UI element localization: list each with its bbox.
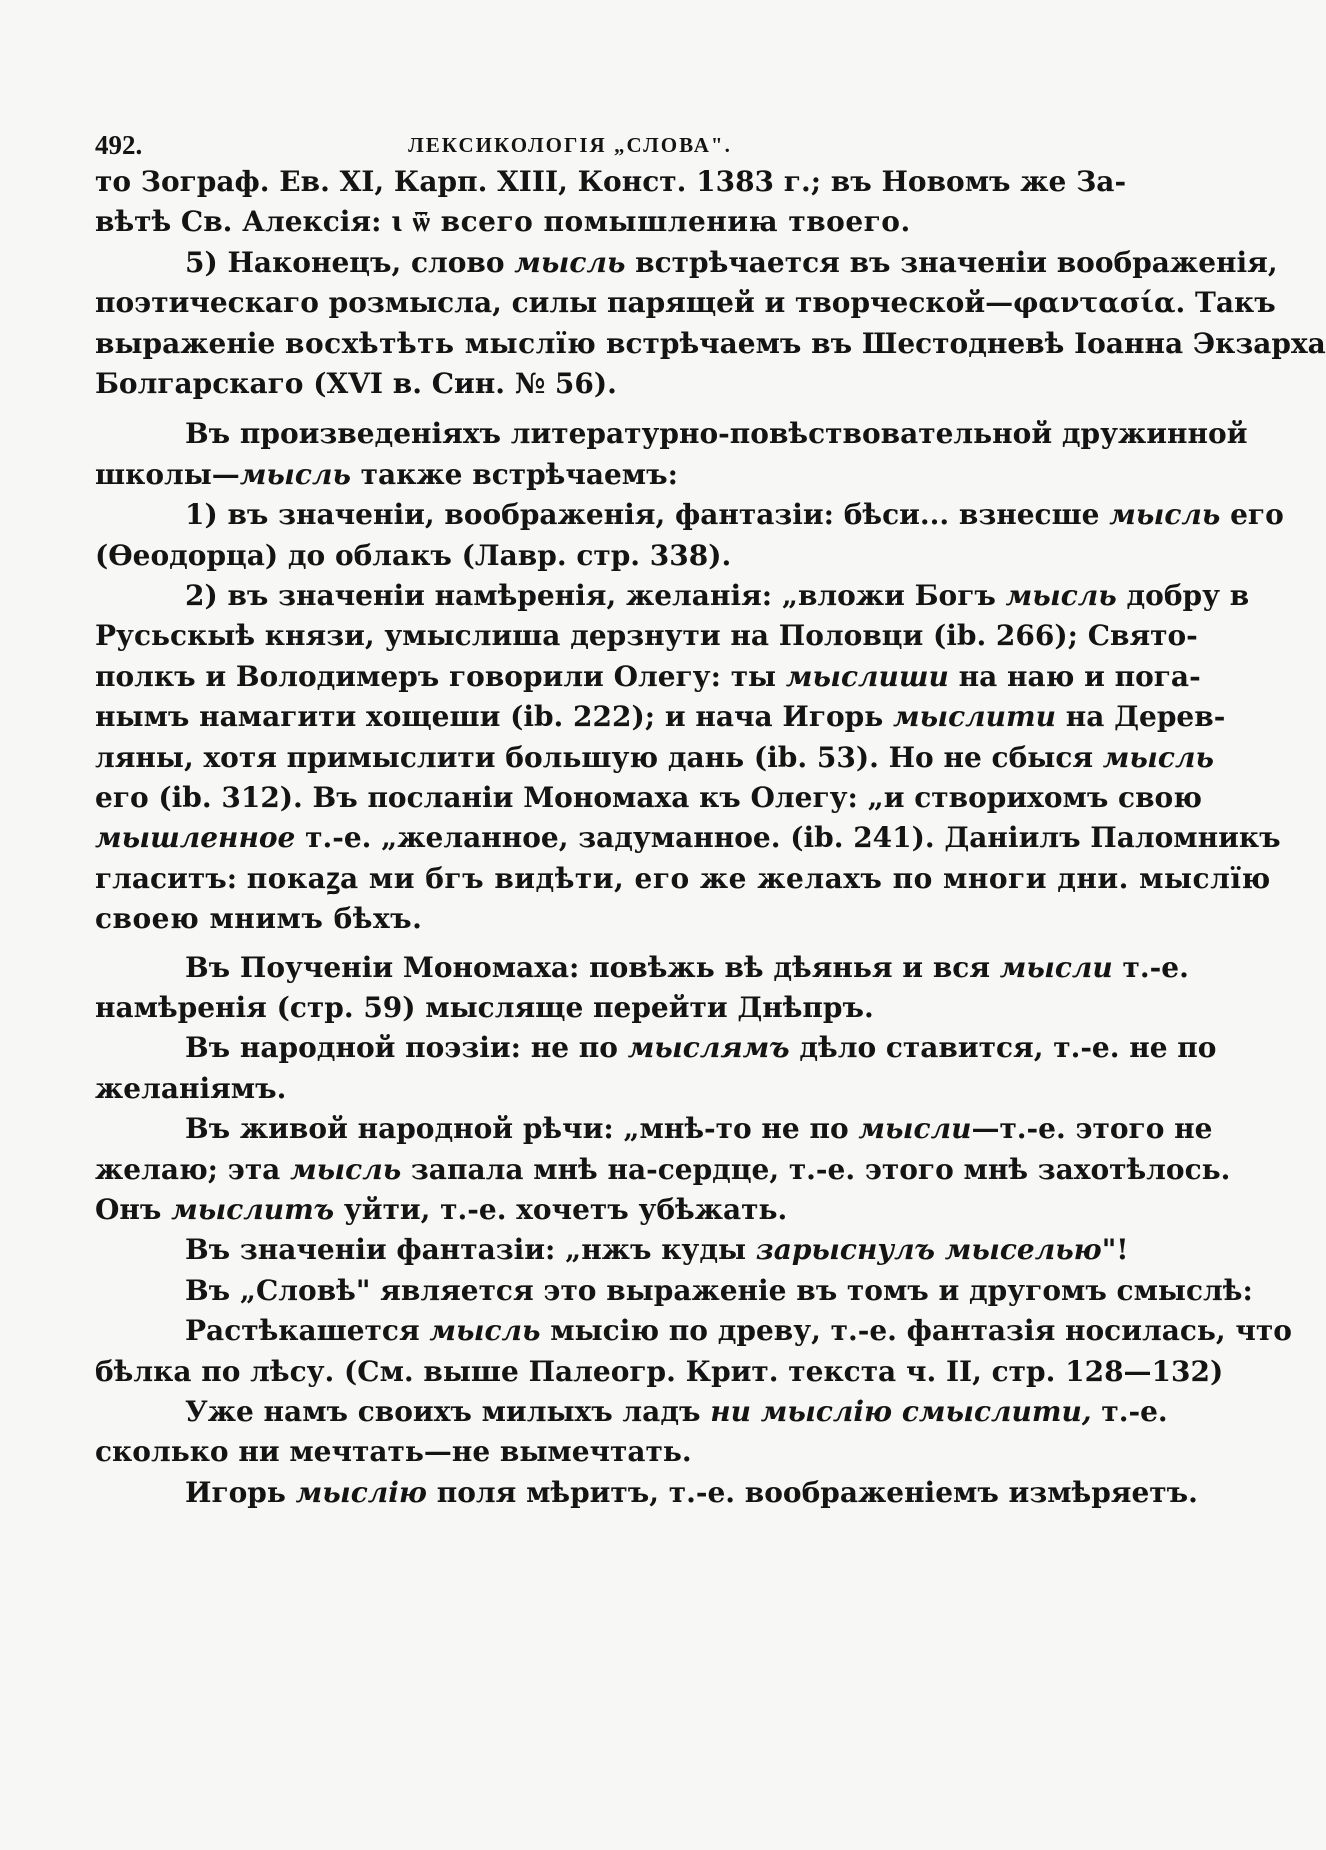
- text-line: [95, 1190, 1045, 1230]
- italic-term: мыслямъ: [627, 1031, 790, 1065]
- text-span: Въ „Словѣ" является это выраженіе въ томъ и другомъ смыслѣ:: [185, 1273, 1253, 1307]
- text-span: добру в: [1116, 579, 1250, 612]
- italic-term: мысль: [1102, 740, 1214, 774]
- text-span: Въ произведеніяхъ литературно-повѣствовательной дружинной: [185, 417, 1248, 451]
- text-span: встрѣчается въ значеніи воображенія,: [625, 245, 1278, 279]
- italic-term: мысль: [1005, 579, 1117, 612]
- text-line: [185, 495, 1284, 535]
- text-span: Игорь: [185, 1475, 296, 1509]
- text-span: выраженіе: [95, 326, 286, 360]
- italic-term: мыслію: [295, 1475, 427, 1509]
- text-span: Русьскыѣ князи, умыслиша дерзнути на Половци (ib. 266); Свято-: [95, 619, 1198, 653]
- text-span: то Зограф. Ев. XI, Карп. XIII, Конст. 1383 г.; въ Новомъ же За-: [95, 165, 1127, 198]
- text-line: [95, 1352, 1224, 1392]
- italic-term: мысль: [239, 457, 351, 491]
- text-line: [185, 1311, 1292, 1351]
- text-line: [185, 576, 1250, 616]
- text-span: т.-е.: [1112, 950, 1189, 984]
- italic-term: мысль: [290, 1152, 402, 1186]
- italic-term: мысли: [858, 1112, 972, 1146]
- church-slavonic-quote: ꙇ ѿ всего помышлениꙗ твоего.: [391, 205, 911, 239]
- italic-term: мысль: [429, 1314, 541, 1348]
- italic-term: мысли: [999, 950, 1113, 984]
- church-slavonic-quote: восхѣтѣть мыслїю: [285, 326, 597, 360]
- italic-term: зарыснулъ мыселью: [755, 1233, 1102, 1267]
- text-span: на Дерев-: [1056, 700, 1226, 734]
- text-span: 2) въ значеніи намѣренія, желанія: „вложи Богъ: [185, 579, 1006, 612]
- text-span: т.-е. „желанное, задуманное. (ib. 241). Даніилъ Паломникъ: [295, 821, 1281, 855]
- text-span: желаю; эта: [95, 1152, 291, 1186]
- text-span: Въ народной поэзіи: не по: [185, 1031, 628, 1065]
- text-span: сколько ни мечтать—не вымечтать.: [95, 1435, 692, 1469]
- text-span: поля мѣритъ, т.-е. воображеніемъ измѣряетъ.: [426, 1475, 1198, 1509]
- text-line: [95, 455, 1045, 495]
- text-line: [185, 1392, 1168, 1432]
- text-span: гласитъ:: [95, 861, 247, 895]
- text-line: [185, 1028, 1217, 1068]
- church-slavonic-quote: покаꙁа ми бгъ видѣти, его же желахъ по многи дни. мыслїю: [246, 861, 1271, 895]
- text-line: [185, 1230, 1129, 1270]
- text-span: Болгарскаго (XVI в. Син. № 56).: [95, 367, 617, 400]
- text-span: вѣтѣ Св. Алексія:: [95, 205, 392, 239]
- text-span: желаніямъ.: [95, 1071, 287, 1105]
- italic-term: мышленное: [95, 821, 296, 855]
- text-span: Въ живой народной рѣчи: „мнѣ-то не по: [185, 1112, 859, 1146]
- text-span: его (ib. 312). Въ посланіи Мономаха къ Олегу: „и створихомъ свою: [95, 781, 1202, 814]
- text-line: [95, 1432, 1045, 1472]
- text-line: [185, 1109, 1213, 1149]
- text-span: —т.-е. этого не: [971, 1112, 1213, 1146]
- text-line: [95, 283, 1276, 323]
- running-title: ЛЕКСИКОЛОГІЯ „СЛОВА".: [408, 133, 732, 157]
- text-line: [95, 1150, 1231, 1190]
- church-slavonic-quote: своею мнимъ бѣхъ.: [95, 902, 423, 936]
- text-span: школы—: [95, 457, 240, 491]
- italic-term: ни мыслію смыслити,: [710, 1395, 1092, 1428]
- italic-term: мысль: [1109, 498, 1221, 532]
- text-span: поэтическаго розмысла, силы парящей и творческой—φαντασία. Такъ: [95, 286, 1276, 320]
- text-line: [95, 1069, 1045, 1109]
- text-span: бѣлка по лѣсу. (См. выше Палеогр. Крит. текста ч. II, стр. 128—132): [95, 1354, 1224, 1388]
- text-span: его: [1220, 498, 1284, 532]
- text-line: [185, 948, 1189, 988]
- text-span: полкъ и Володимеръ говорили Олегу: ты: [95, 659, 786, 693]
- page-number: 492.: [95, 130, 143, 160]
- text-line: [95, 657, 1201, 697]
- text-span: Растѣкашется: [185, 1314, 430, 1348]
- text-span: дѣло ставится, т.-е. не по: [789, 1031, 1217, 1065]
- text-span: "!: [1101, 1233, 1129, 1267]
- text-line: [95, 778, 1202, 818]
- text-line: [95, 324, 1326, 364]
- italic-term: мысль: [514, 245, 626, 279]
- text-line: [185, 243, 1278, 283]
- text-line: [95, 818, 1281, 858]
- text-line: [95, 162, 1127, 202]
- text-line: [185, 1473, 1198, 1513]
- text-span: мысію по древу, т.-е. фантазія носилась, что: [540, 1314, 1292, 1348]
- italic-term: мыслити: [893, 700, 1056, 734]
- text-line: [95, 697, 1226, 737]
- italic-term: мыслиши: [785, 659, 949, 693]
- text-span: (Ѳеодорца) до облакъ (Лавр. стр. 338).: [95, 538, 732, 572]
- text-line: [95, 899, 1045, 939]
- text-line: [95, 738, 1214, 778]
- text-line: [185, 414, 1248, 454]
- text-span: 1) въ значеніи, воображенія, фантазіи: бѣси... взнесше: [185, 498, 1110, 532]
- text-span: Онъ: [95, 1193, 172, 1226]
- text-span: также встрѣчаемъ:: [350, 457, 678, 491]
- text-span: намѣренія (стр. 59) мысляще перейти Днѣпръ.: [95, 991, 874, 1024]
- text-span: уйти, т.-е. хочетъ убѣжать.: [334, 1193, 788, 1226]
- text-line: [95, 616, 1198, 656]
- text-span: Въ значеніи фантазіи: „нжъ куды: [185, 1233, 756, 1267]
- text-span: 5) Наконецъ, слово: [185, 245, 515, 279]
- text-span: Въ Поученіи Мономаха: повѣжь вѣ дѣянья и вся: [185, 950, 1000, 984]
- text-line: [185, 1271, 1253, 1311]
- text-line: [95, 988, 1045, 1028]
- text-span: ляны, хотя примыслити большую дань (ib. 53). Но не сбыся: [95, 740, 1103, 774]
- text-line: [95, 859, 1271, 899]
- text-span: т.-е.: [1091, 1395, 1168, 1428]
- text-span: встрѣчаемъ въ Шестодневѣ Іоанна Экзарха: [596, 326, 1326, 360]
- text-line: [95, 202, 1045, 242]
- italic-term: мыслитъ: [171, 1193, 335, 1226]
- text-span: запала мнѣ на-сердце, т.-е. этого мнѣ захотѣлось.: [401, 1152, 1231, 1186]
- text-line: [95, 536, 1045, 576]
- text-span: нымъ намагити хощеши (ib. 222); и нача Игорь: [95, 700, 893, 734]
- text-span: на наю и пога-: [948, 659, 1201, 693]
- text-line: [95, 364, 1045, 404]
- text-span: Уже намъ своихъ милыхъ ладъ: [185, 1395, 711, 1428]
